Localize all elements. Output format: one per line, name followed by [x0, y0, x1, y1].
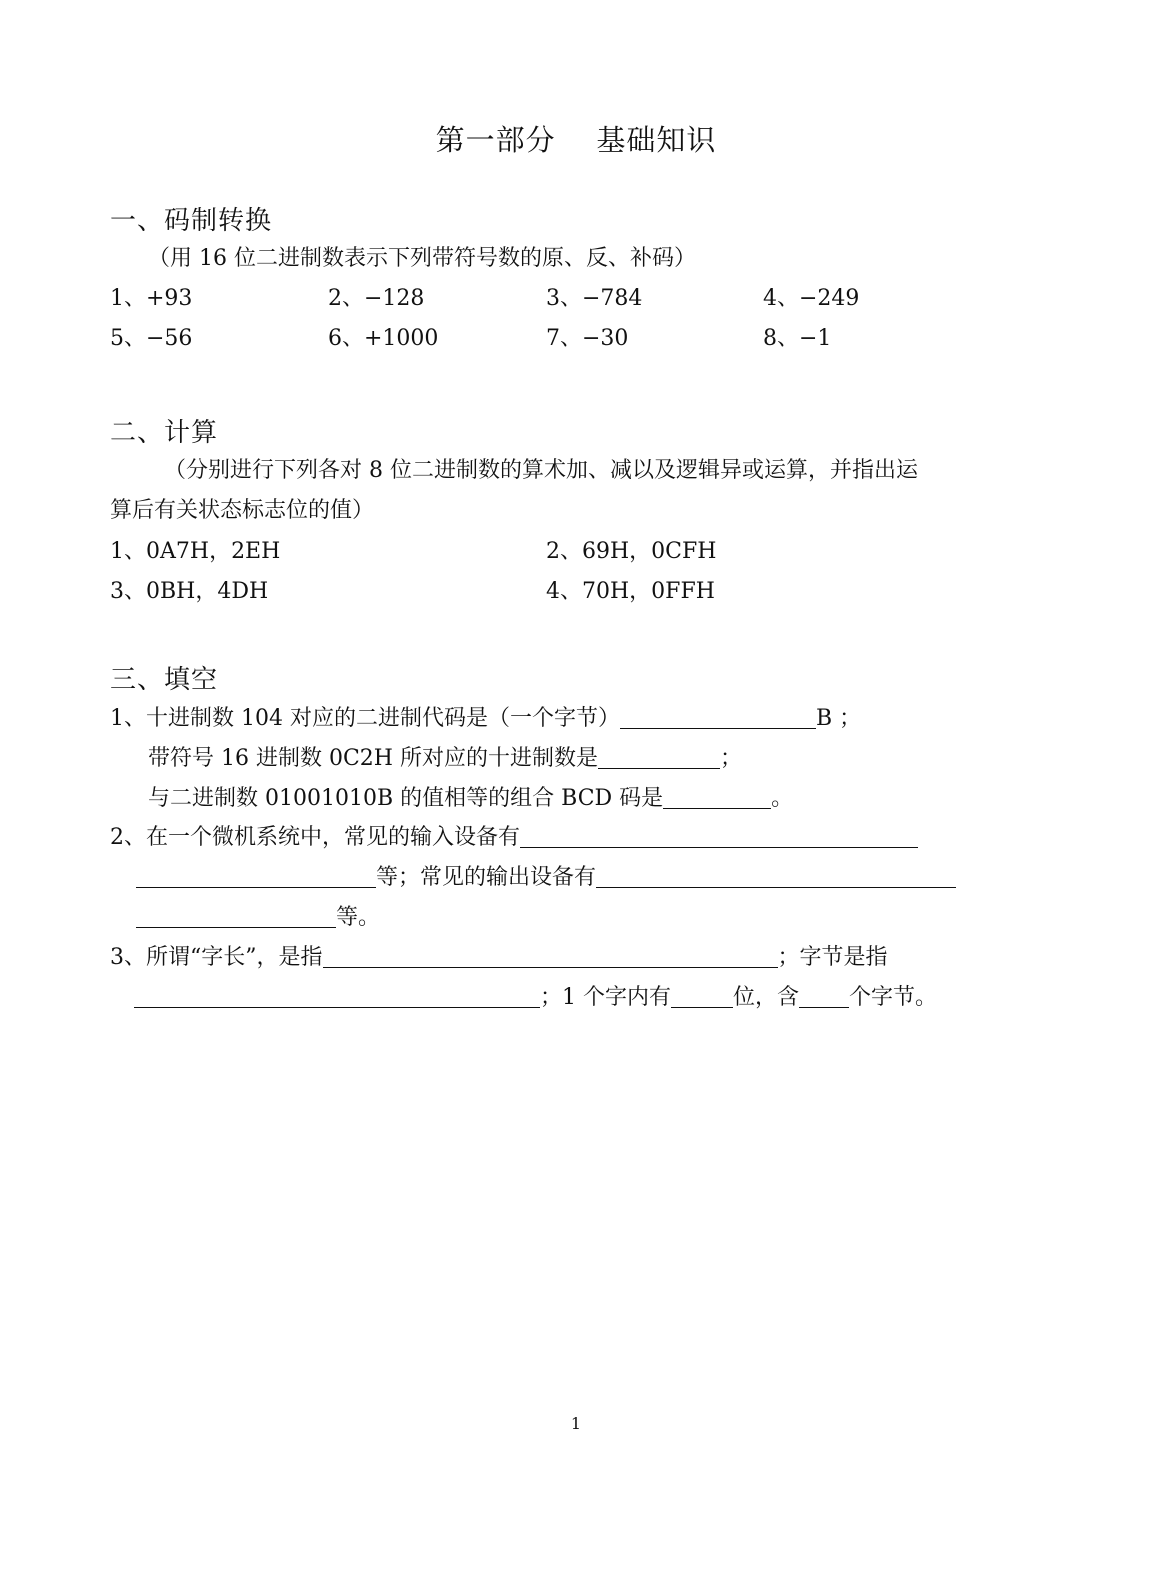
section3-heading: 三、填空	[110, 665, 219, 695]
fill-q2-line2	[136, 863, 956, 893]
fill-q3-text-4: 个字节。	[849, 985, 938, 1010]
answer-blank[interactable]	[598, 746, 720, 769]
section2-item-4: 4、70H，0FFH	[546, 579, 715, 604]
fill-q1c-text: 与二进制数 01001010B 的值相等的组合 BCD 码是	[148, 786, 664, 811]
answer-blank[interactable]	[799, 985, 849, 1008]
fill-q1-line2	[148, 744, 742, 774]
fill-q3-text-2: ；1 个字内有	[540, 985, 671, 1010]
fill-q3-line2	[134, 983, 937, 1013]
fill-q2-mid-text: 等；常见的输出设备有	[376, 865, 597, 890]
fill-q3-line1	[110, 943, 888, 973]
fill-q1-text: 1、十进制数 104 对应的二进制代码是（一个字节）	[110, 706, 620, 731]
section1-item-3: 3、−784	[546, 286, 643, 311]
answer-blank[interactable]	[134, 985, 540, 1008]
section1-item-4: 4、−249	[763, 286, 860, 311]
answer-blank[interactable]	[596, 865, 956, 888]
fill-q1-suffix: B ；	[815, 706, 862, 731]
section1-item-6: 6、+1000	[328, 326, 439, 351]
answer-blank[interactable]	[671, 985, 733, 1008]
answer-blank[interactable]	[620, 706, 816, 729]
section1-item-1: 1、+93	[110, 286, 193, 311]
fill-q3-text: 3、所谓“字长”，是指	[110, 945, 323, 970]
page-number: 1	[570, 1414, 582, 1433]
section1-instruction: （用 16 位二进制数表示下列带符号数的原、反、补码）	[148, 246, 696, 271]
section1-item-5: 5、−56	[110, 326, 193, 351]
answer-blank[interactable]	[663, 786, 771, 809]
fill-q1b-text: 带符号 16 进制数 0C2H 所对应的十进制数是	[148, 746, 598, 771]
answer-blank[interactable]	[323, 945, 778, 968]
fill-q2-suffix: 等。	[336, 905, 381, 930]
section2-instruction-line1: （分别进行下列各对 8 位二进制数的算术加、减以及逻辑异或运算，并指出运	[164, 458, 918, 483]
section1-item-2: 2、−128	[328, 286, 425, 311]
answer-blank[interactable]	[136, 865, 376, 888]
page-title: 第一部分 基础知识	[435, 123, 717, 157]
section2-heading: 二、计算	[110, 418, 219, 448]
answer-blank[interactable]	[520, 825, 918, 848]
section2-item-3: 3、0BH，4DH	[110, 579, 269, 604]
fill-q3-mid-text: ；字节是指	[777, 945, 888, 970]
fill-q1b-suffix: ；	[719, 746, 742, 771]
section2-instruction-line2: 算后有关状态标志位的值）	[110, 498, 375, 523]
answer-blank[interactable]	[136, 905, 336, 928]
section2-item-2: 2、69H，0CFH	[546, 539, 717, 564]
fill-q1-line3	[148, 784, 793, 814]
fill-q1c-suffix: 。	[771, 786, 794, 811]
fill-q2-line1	[110, 823, 918, 853]
section1-item-8: 8、−1	[763, 326, 832, 351]
fill-q3-text-3: 位，含	[733, 985, 800, 1010]
fill-q2-line3	[136, 903, 380, 933]
section1-item-7: 7、−30	[546, 326, 629, 351]
section1-heading: 一、码制转换	[110, 206, 273, 236]
fill-q2-text: 2、在一个微机系统中，常见的输入设备有	[110, 825, 520, 850]
fill-q1-line1	[110, 704, 861, 734]
section2-item-1: 1、0A7H，2EH	[110, 539, 281, 564]
